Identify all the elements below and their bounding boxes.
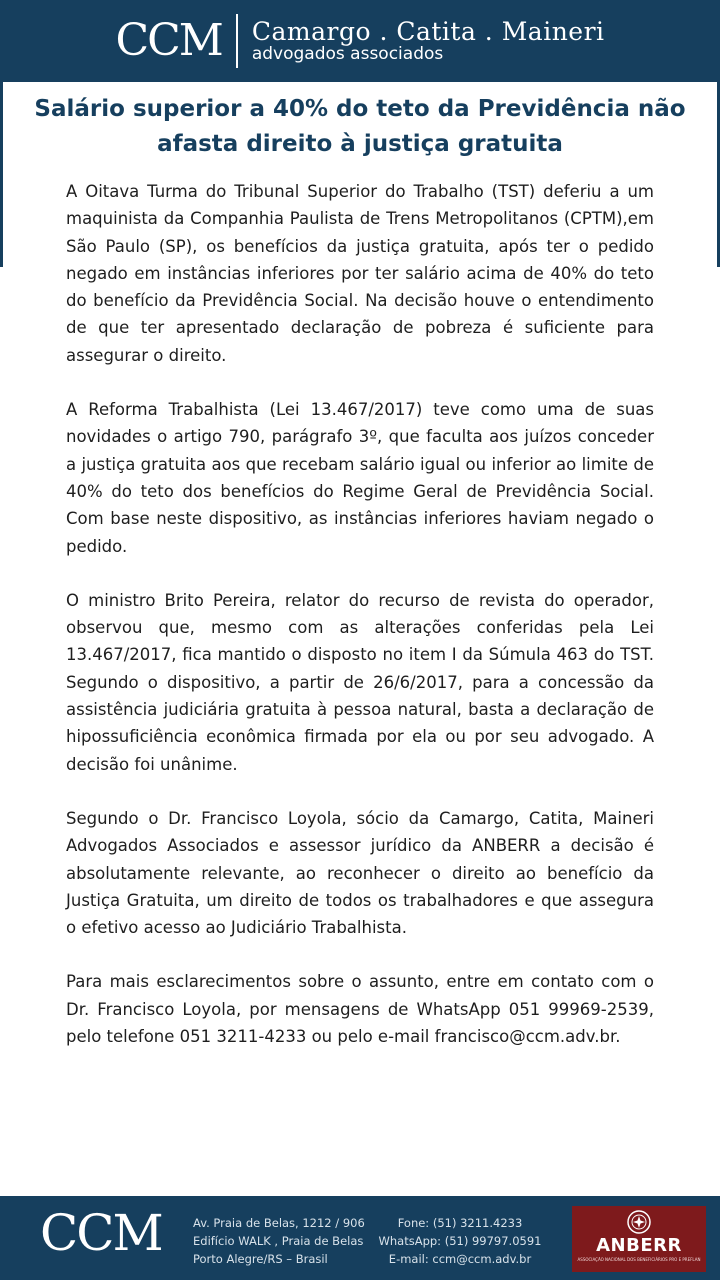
article-body: [66, 178, 654, 1077]
contact-phone: Fone: (51) 3211.4233: [397, 1216, 523, 1230]
paragraph-4: Segundo o Dr. Francisco Loyola, sócio da Camargo, Catita, Maineri Advogados Associados e assessor jurídico da ANBERR a decisão é absolutamente relevante, ao reconhecer o direito ao benefício da Justiça Gratuita, um direito de todos os trabalhadores e que assegura o efetivo acesso ao Judiciário Trabalhista.: [66, 808, 654, 938]
anberr-name: ANBERR: [596, 1235, 682, 1256]
anberr-logo: [572, 1206, 706, 1272]
anberr-tagline: ASSOCIAÇÃO NACIONAL DOS BENEFICIÁRIOS PRO E PREFLAN: [577, 1257, 701, 1262]
article-title: Salário superior a 40% do teto da Previdência não afasta direito à justiça gratuita: [34, 96, 686, 157]
firm-subtitle: advogados associados: [251, 43, 444, 64]
paragraph-1: A Oitava Turma do Tribunal Superior do Trabalho (TST) deferiu a um maquinista da Companhia Paulista de Trens Metropolitanos (CPTM),em São Paulo (SP), os benefícios da justiça gratuita, após ter o pedido negado em instâncias inferiores por ter salário acima de 40% do teto do benefício da Previdência Social. Na decisão houve o entendimento de que ter apresentado declaração de pobreza é suficiente para assegurar o direito.: [66, 182, 654, 365]
paragraph-2: A Reforma Trabalhista (Lei 13.467/2017) teve como uma de suas novidades o artigo 790, parágrafo 3º, que faculta aos juízos conceder a justiça gratuita aos que recebam salário igual ou inferior ao limite de 40% do teto dos benefícios do Regime Geral de Previdência Social. Com base neste dispositivo, as instâncias inferiores haviam negado o pedido.: [66, 400, 654, 556]
paragraph-5: Para mais esclarecimentos sobre o assunto, entre em contato com o Dr. Francisco Loyola, por mensagens de WhatsApp 051 99969-2539, pelo telefone 051 3211-4233 ou pelo e-mail francisco@ccm.adv.br.: [66, 972, 654, 1047]
header-bar: [0, 0, 720, 82]
paragraph-3: O ministro Brito Pereira, relator do recurso de revista do operador, observou que, mesmo com as alterações conferidas pela Lei 13.467/2017, fica mantido o disposto no item I da Súmula 463 do TST. Segundo o dispositivo, a partir de 26/6/2017, para a concessão da assistência judiciária gratuita à pessoa natural, basta a declaração de hipossuficiência econômica firmada por ela ou por seu advogado. A decisão foi unânime.: [66, 590, 654, 774]
address-line-2: Edifício WALK , Praia de Belas: [193, 1234, 364, 1248]
ccm-logo: CCM: [115, 15, 222, 66]
footer-bar: [0, 1196, 720, 1280]
anberr-emblem-icon: [627, 1210, 651, 1234]
address-line-1: Av. Praia de Belas, 1212 / 906: [193, 1216, 365, 1230]
contact-email: E-mail: ccm@ccm.adv.br: [388, 1252, 532, 1266]
address-line-3: Porto Alegre/RS – Brasil: [193, 1252, 328, 1266]
contact-whatsapp: WhatsApp: (51) 99797.0591: [378, 1234, 542, 1248]
logo-divider: [236, 14, 238, 68]
firm-name-block: [251, 16, 605, 64]
footer-contact: [375, 1214, 545, 1268]
footer-ccm-logo: CCM: [40, 1204, 162, 1262]
footer-address: [193, 1214, 365, 1268]
left-accent-bar: [0, 82, 3, 267]
firm-name: Camargo . Catita . Maineri: [251, 16, 605, 46]
